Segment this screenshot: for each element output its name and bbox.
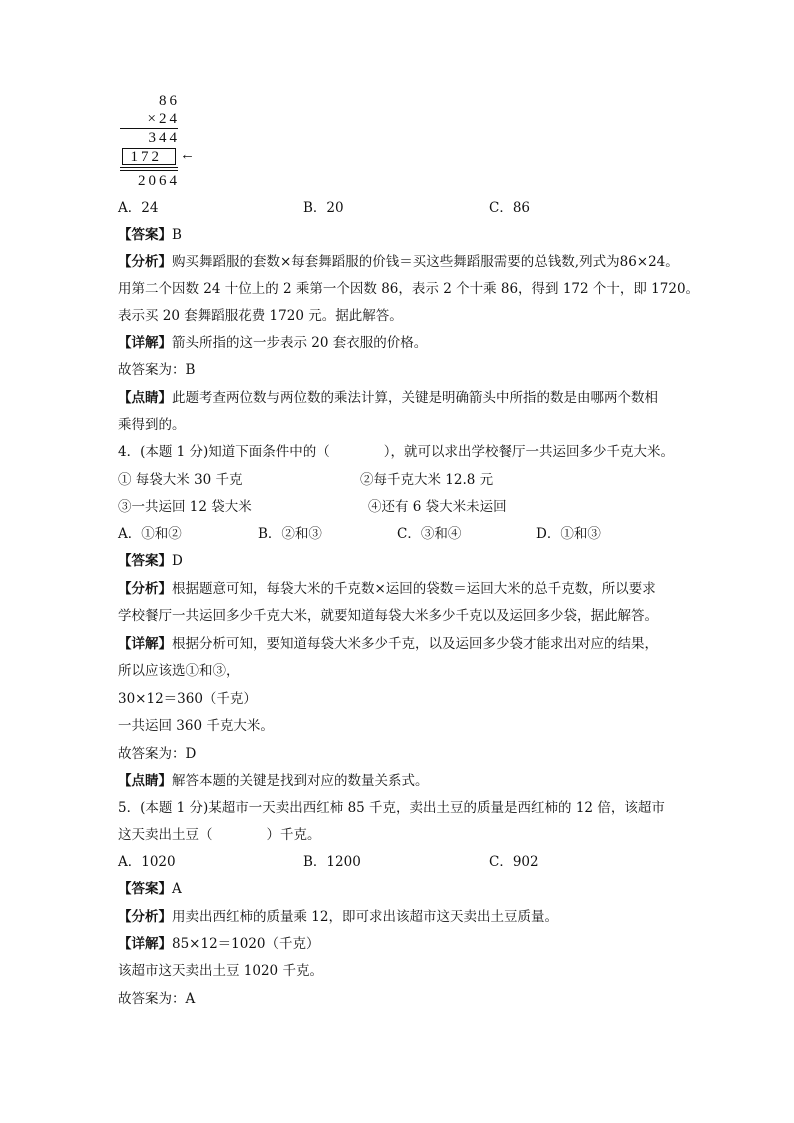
q4-answer: 【答案】D: [118, 553, 183, 569]
divider-line: [120, 128, 178, 129]
q3-answer: 【答案】B: [118, 227, 182, 243]
q5-analysis: 【分析】用卖出西红柿的质量乘 12，即可求出该超市这天卖出土豆质量。: [118, 909, 558, 925]
divider-line: [120, 170, 178, 171]
q5-option-c: C．902: [489, 854, 539, 870]
product-result: 2064: [138, 173, 180, 189]
q3-analysis: 【分析】购买舞蹈服的套数×每套舞蹈服的价钱＝买这些舞蹈服需要的总钱数,列式为86×24。: [118, 254, 679, 270]
detail-tag: 【详解】: [118, 636, 172, 652]
q5-option-b: B．1200: [303, 854, 361, 870]
vertical-multiplication: [118, 93, 208, 193]
q3-analysis-line-3: 表示买 20 套舞蹈服花费 1720 元。据此解答。: [118, 308, 403, 324]
q3-option-b: B．20: [303, 200, 344, 216]
q3-analysis-line-2: 用第二个因数 24 十位上的 2 乘第一个因数 86，表示 2 个十乘 86，得到 172 个十，即 1720。: [118, 281, 700, 297]
partial-product-2: 172: [130, 149, 162, 165]
q3-detail: 【详解】箭头所指的这一步表示 20 套衣服的价格。: [118, 335, 428, 351]
q4-option-c: C．③和④: [397, 526, 462, 542]
q5-detail: 【详解】85×12＝1020（千克）: [118, 936, 320, 952]
q5-answer: 【答案】A: [118, 881, 182, 897]
q3-note-line-2: 乘得到的。: [118, 417, 186, 433]
q5-detail-line-2: 该超市这天卖出土豆 1020 千克。: [118, 963, 323, 979]
analysis-tag: 【分析】: [118, 254, 172, 270]
q4-option-a: A．①和②: [118, 526, 182, 542]
q4-condition-1: ① 每袋大米 30 千克: [118, 472, 243, 488]
q4-final-answer: 故答案为：D: [118, 746, 197, 762]
q4-stem: 4．(本题 1 分)知道下面条件中的（ ），就可以求出学校餐厅一共运回多少千克大米。: [118, 444, 675, 460]
q4-detail-line-4: 一共运回 360 千克大米。: [118, 718, 274, 734]
answer-tag: 【答案】: [118, 227, 172, 243]
detail-tag: 【详解】: [118, 335, 172, 351]
partial-product-1: 344: [148, 130, 180, 146]
detail-tag: 【详解】: [118, 936, 172, 952]
q3-option-a: A．24: [118, 200, 159, 216]
q5-stem-line-2: 这天卖出土豆（ ）千克。: [118, 827, 321, 843]
q5-stem: 5．(本题 1 分)某超市一天卖出西红柿 85 千克，卖出土豆的质量是西红柿的 12 倍，该超市: [118, 800, 665, 816]
q4-condition-4: ④还有 6 袋大米未运回: [368, 499, 507, 515]
q3-note: 【点睛】此题考查两位数与两位数的乘法计算，关键是明确箭头中所指的数是由哪两个数相: [118, 390, 658, 406]
q4-option-b: B．②和③: [258, 526, 322, 542]
analysis-tag: 【分析】: [118, 909, 172, 925]
q4-analysis: 【分析】根据题意可知，每袋大米的千克数×运回的袋数＝运回大米的总千克数，所以要求: [118, 581, 656, 597]
note-tag: 【点睛】: [118, 773, 172, 789]
answer-tag: 【答案】: [118, 553, 172, 569]
q4-detail: 【详解】根据分析可知，要知道每袋大米多少千克，以及运回多少袋才能求出对应的结果，: [118, 636, 658, 652]
q4-condition-2: ②每千克大米 12.8 元: [360, 472, 494, 488]
q5-final-answer: 故答案为：A: [118, 991, 196, 1007]
q4-note: 【点睛】解答本题的关键是找到对应的数量关系式。: [118, 773, 429, 789]
left-arrow-icon: ←: [180, 147, 195, 163]
q4-detail-line-3: 30×12＝360（千克）: [118, 691, 257, 707]
q5-option-a: A．1020: [118, 854, 176, 870]
analysis-tag: 【分析】: [118, 581, 172, 597]
q3-option-c: C．86: [489, 200, 531, 216]
q4-detail-line-2: 所以应该选①和③，: [118, 663, 240, 679]
q4-option-d: D．①和③: [536, 526, 601, 542]
q3-final-answer: 故答案为：B: [118, 362, 196, 378]
multiplier: ×24: [147, 111, 180, 127]
multiplicand: 86: [159, 93, 180, 109]
q4-analysis-line-2: 学校餐厅一共运回多少千克大米，就要知道每袋大米多少千克以及运回多少袋，据此解答。: [118, 608, 658, 624]
answer-tag: 【答案】: [118, 881, 172, 897]
note-tag: 【点睛】: [118, 390, 172, 406]
q4-condition-3: ③一共运回 12 袋大米: [118, 499, 252, 515]
divider-line: [120, 167, 178, 168]
